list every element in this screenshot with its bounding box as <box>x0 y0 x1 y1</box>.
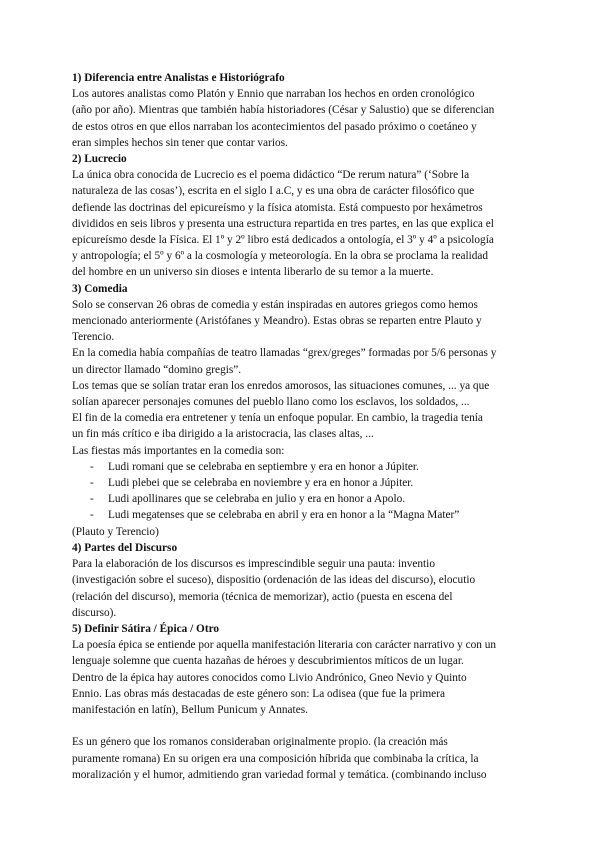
body-line: divididos en seis libros y presenta una estructura repartida en tres partes, en las que explica el <box>72 217 494 230</box>
body-line: Dentro de la épica hay autores conocidos como Livio Andrónico, Gneo Nevio y Quinto <box>72 671 467 684</box>
body-line: Terencio. <box>72 331 115 344</box>
body-line: (Plauto y Terencio) <box>72 525 159 538</box>
list-item-text: Ludi romani que se celebraba en septiembre y era en honor a Júpiter. <box>108 460 419 473</box>
section-heading: 4) Partes del Discurso <box>72 541 178 554</box>
body-line: Ennio. Las obras más destacadas de este género son: La odisea (que fue la primera <box>72 687 445 700</box>
body-line: Los autores analistas como Platón y Ennio que narraban los hechos en orden cronológico <box>72 88 475 101</box>
body-line: Es un género que los romanos consideraban originalmente propio. (la creación más <box>72 736 448 749</box>
section-lucrecio <box>72 151 520 281</box>
list-item <box>72 459 520 475</box>
section-partes-discurso <box>72 540 520 621</box>
festivals-list <box>72 459 520 524</box>
section-analistas <box>72 70 520 151</box>
body-line: discurso). <box>72 606 117 619</box>
body-line: Los temas que se solían tratar eran los enredos amorosos, las situaciones comunes, ... ya que <box>72 379 490 392</box>
list-item-text: Ludi megatenses que se celebraba en abril y era en honor a la “Magna Mater” <box>108 509 460 522</box>
list-item-text: Ludi plebei que se celebraba en noviembre y era en honor a Júpiter. <box>108 477 414 490</box>
body-line: del hombre en un universo sin dioses e intenta liberarlo de su temor a la muerte. <box>72 266 434 279</box>
body-line: epicureísmo desde la Física. El 1º y 2º libro está dedicados a ontología, el 3º y 4º a psicología <box>72 234 494 247</box>
list-item <box>72 475 520 491</box>
body-line: (relación del discurso), memoria (técnica de memorizar), actio (puesta en escena del <box>72 590 453 603</box>
body-line: un director llamado “domino gregis”. <box>72 363 242 376</box>
list-item <box>72 491 520 507</box>
section-satira-epica <box>72 621 520 783</box>
bullet-dash: - <box>90 493 94 506</box>
body-line: solían aparecer personajes comunes del pueblo llano como los esclavos, los soldados, ... <box>72 396 470 409</box>
section-heading: 2) Lucrecio <box>72 153 127 166</box>
body-line: un fin más crítico e iba dirigido a la aristocracia, las clases altas, ... <box>72 428 374 441</box>
body-line: manifestación en latín), Bellum Punicum y Annates. <box>72 703 308 716</box>
body-line: lenguaje solemne que cuenta hazañas de héroes y descubrimientos míticos de un lugar. <box>72 655 464 668</box>
body-line: mencionado anteriormente (Aristófanes y Meandro). Estas obras se reparten entre Plauto y <box>72 315 482 328</box>
body-line: eran simples hechos sin tener que contar varios. <box>72 136 288 149</box>
body-line: puramente romana) En su origen era una composición híbrida que combinaba la crítica, la <box>72 752 479 765</box>
paragraph-gap <box>72 718 520 734</box>
bullet-dash: - <box>90 477 94 490</box>
body-line: Solo se conservan 26 obras de comedia y están inspiradas en autores griegos como hemos <box>72 298 478 311</box>
body-line: Para la elaboración de los discursos es imprescindible seguir una pauta: inventio <box>72 558 435 571</box>
body-line: En la comedia había compañías de teatro llamadas “grex/greges” formadas por 5/6 personas y <box>72 347 497 360</box>
body-line: defiende las doctrinas del epicureísmo y la física atomista. Está compuesto por hexámetros <box>72 201 483 214</box>
body-line: y antropología; el 5º y 6º a la cosmología y meteorología. En la obra se proclama la realidad <box>72 250 489 263</box>
body-line: Las fiestas más importantes en la comedia son: <box>72 444 285 457</box>
body-line: de estos otros en que ellos narraban los acontecimientos del pasado próximo o coetáneo y <box>72 120 477 133</box>
body-line: moralización y el humor, admitiendo gran variedad formal y temática. (combinando incluso <box>72 768 487 781</box>
list-item <box>72 507 520 523</box>
bullet-dash: - <box>90 460 94 473</box>
body-line: La poesía épica se entiende por aquella manifestación literaria con carácter narrativo y con un <box>72 639 497 652</box>
list-item-text: Ludi apollinares que se celebraba en julio y era en honor a Apolo. <box>108 493 406 506</box>
bullet-dash: - <box>90 509 94 522</box>
body-line: naturaleza de las cosas’), escrita en el siglo I a.C, y es una obra de carácter filosófico que <box>72 185 475 198</box>
section-heading: 5) Definir Sátira / Épica / Otro <box>72 622 220 635</box>
body-line: La única obra conocida de Lucrecio es el poema didáctico “De rerum natura” (‘Sobre la <box>72 169 470 182</box>
body-line: El fin de la comedia era entretener y tenía un enfoque popular. En cambio, la tragedia tenía <box>72 412 483 425</box>
body-line: (año por año). Mientras que también había historiadores (César y Salustio) que se diferencian <box>72 104 495 117</box>
body-line: (investigación sobre el suceso), dispositio (ordenación de las ideas del discurso), elocutio <box>72 574 476 587</box>
section-comedia <box>72 281 520 540</box>
section-heading: 1) Diferencia entre Analistas e Historiógrafo <box>72 72 285 84</box>
section-heading: 3) Comedia <box>72 282 128 295</box>
